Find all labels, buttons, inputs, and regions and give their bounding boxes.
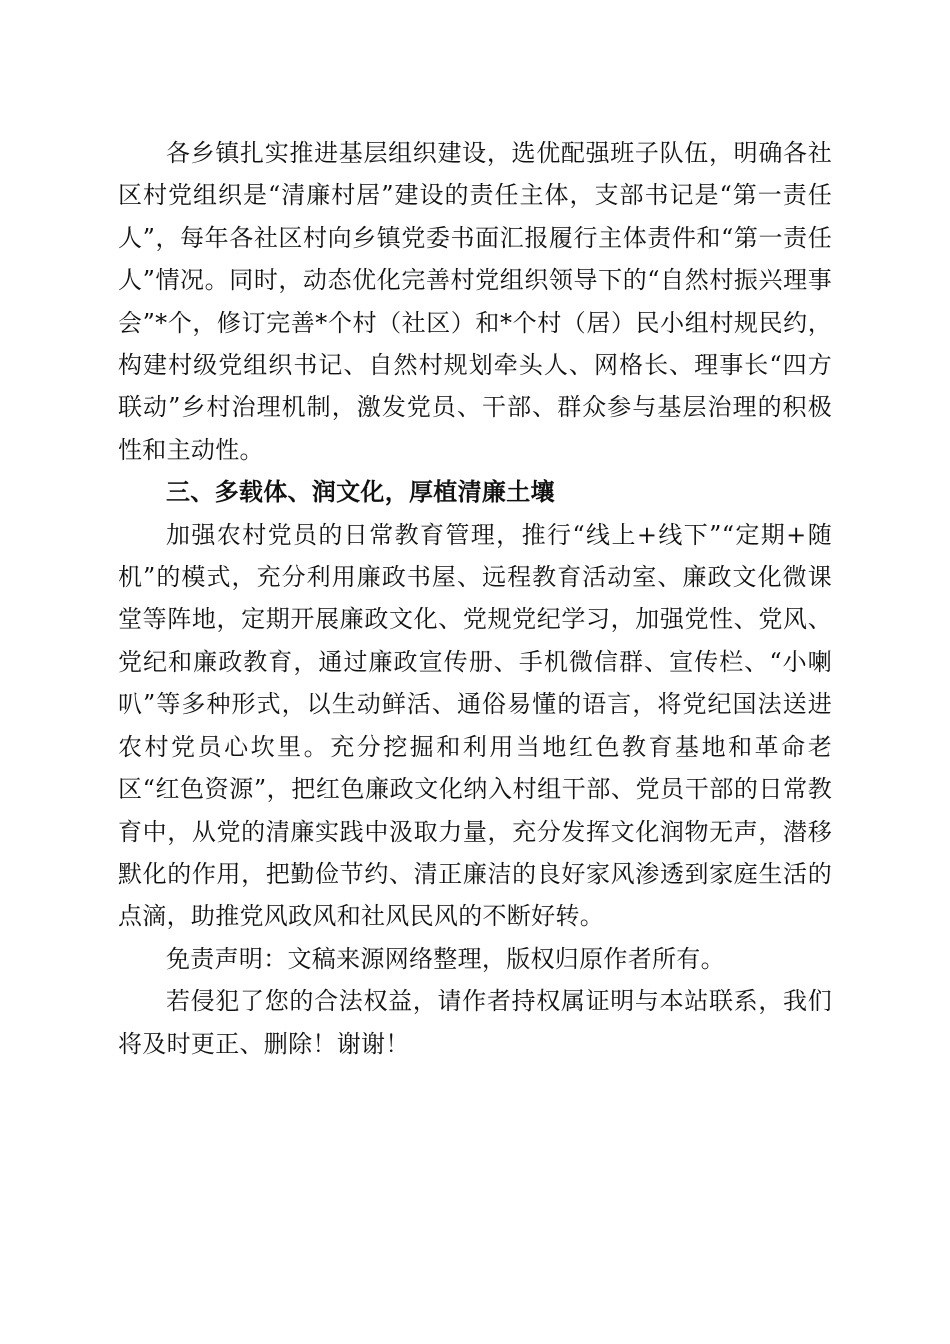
disclaimer-line-1: 免责声明：文稿来源网络整理，版权归原作者所有。 [166,944,725,973]
body-paragraph-2: 加强农村党员的日常教育管理，推行“线上+线下”“定期+随机”的模式，充分利用廉政书屋、远程教育活动室、廉政文化微课堂等阵地，定期开展廉政文化、党规党纪学习，加强党性、党风、党纪和廉政教育，通过廉政宣传册、手机微信群、宣传栏、“小喇叭”等多种形式，以生动鲜活、通俗易懂的语言，将党纪国法送进农村党员心坎里。充分挖掘和利用当地红色教育基地和革命老区“红色资源”，把红色廉政文化纳入村组干部、党员干部的日常教育中，从党的清廉实践中汲取力量，充分发挥文化润物无声，潜移默化的作用，把勤俭节约、清正廉洁的良好家风渗透到家庭生活的点滴，助推党风政风和社风民风的不断好转。 [118,520,832,931]
body-paragraph-1: 各乡镇扎实推进基层组织建设，选优配强班子队伍，明确各社区村党组织是“清廉村居”建设的责任主体，支部书记是“第一责任人”，每年各社区村向乡镇党委书面汇报履行主体责件和“第一责任人”情况。同时，动态优化完善村党组织领导下的“自然村振兴理事会”*个，修订完善*个村（社区）和*个村（居）民小组村规民约，构建村级党组织书记、自然村规划牵头人、网格长、理事长“四方联动”乡村治理机制，激发党员、干部、群众参与基层治理的积极性和主动性。 [118,139,832,464]
section-heading: 三、多载体、润文化，厚植清廉土壤 [166,478,555,507]
disclaimer-line-2: 若侵犯了您的合法权益，请作者持权属证明与本站联系，我们将及时更正、删除！谢谢！ [118,987,832,1058]
document-body [118,132,832,1065]
